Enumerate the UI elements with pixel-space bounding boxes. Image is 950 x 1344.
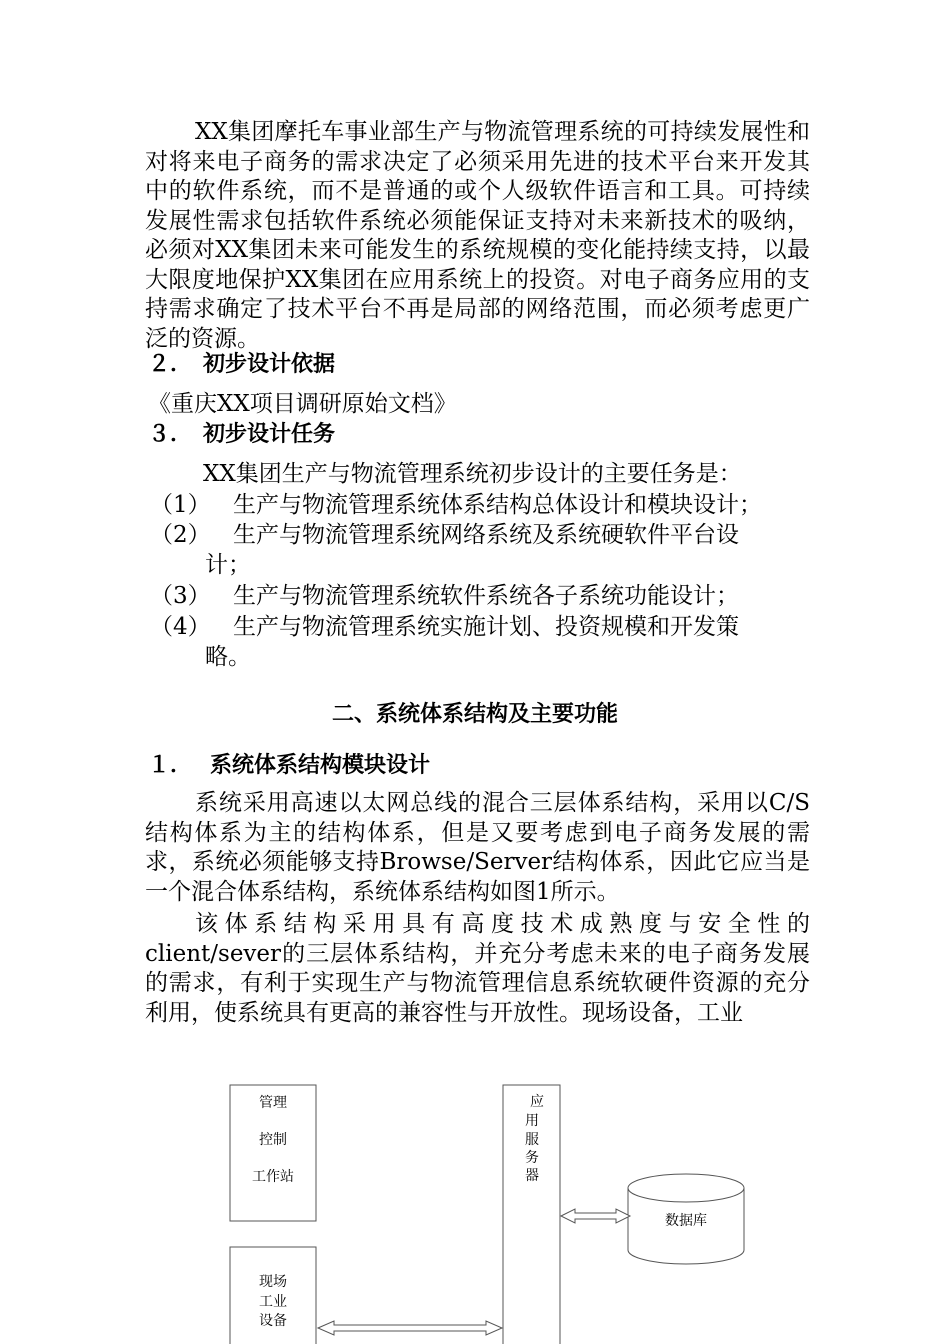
field-device-label: 工业 [259,1294,287,1310]
field-device-label: 现场 [259,1274,287,1290]
app-server-label: 应 [530,1094,544,1110]
list-marker: （2） [150,522,211,548]
list-marker: （4） [150,614,211,640]
list-marker: （1） [150,492,211,518]
list-item [150,613,810,672]
mgmt-station-label: 管理 [259,1095,287,1111]
section-title: 系统体系结构模块设计 [210,753,431,778]
list-text-continued: 计； [205,551,251,578]
app-server-label: 务 [525,1150,539,1166]
architecture-diagram [0,1070,950,1344]
section-heading [148,751,430,781]
list-text: 生产与物流管理系统软件系统各子系统功能设计； [233,583,739,609]
double-arrow-icon [318,1321,502,1335]
list-item [150,521,810,580]
section-heading [148,350,335,380]
mgmt-station-label: 工作站 [252,1169,294,1185]
double-arrow-icon [561,1209,630,1223]
section-title: 初步设计依据 [203,352,336,377]
architecture-paragraph: 系统采用高速以太网总线的混合三层体系结构，采用以C/S结构体系为主的结构体系，但是又要考虑到电子商务发展的需求，系统必须能够支持Browse/Server结构体系，因此它应当是一个混合体系结构，系统体系结构如图1所示。 [145,790,810,905]
section-number: ３． [148,422,193,447]
list-text: 生产与物流管理系统实施计划、投资规模和开发策 [233,614,739,640]
intro-paragraph: XX集团摩托车事业部生产与物流管理系统的可持续发展性和对将来电子商务的需求决定了必须采用先进的技术平台来开发其中的软件系统，而不是普通的或个人级软件语言和工具。可持续发展性需求包括软件系统必须能保证支持对未来新技术的吸纳，必须对XX集团未来可能发生的系统规模的变化能持续支持，以最大限度地保护XX集团在应用系统上的投资。对电子商务应用的支持需求确定了技术平台不再是局部的网络范围，而必须考虑更广泛的资源。 [145,119,810,352]
section-number: １． [148,753,193,778]
section-heading [148,420,335,450]
architecture-paragraph: 该体系结构采用具有高度技术成熟度与安全性的client/sever的三层体系结构，并充分考虑未来的电子商务发展的需求，有利于实现生产与物流管理信息系统软硬件资源的充分利用，使系统具有更高的兼容性与开放性。现场设备，工业 [145,911,810,1026]
section-number: ２． [148,352,193,377]
list-text: 生产与物流管理系统网络系统及系统硬软件平台设 [233,522,739,548]
list-item [150,491,810,521]
app-server-label: 用 [525,1113,539,1129]
reference-document: 《重庆XX项目调研原始文档》 [148,391,457,417]
app-server-label: 服 [525,1132,539,1148]
list-text-continued: 略。 [205,643,251,670]
list-marker: （3） [150,583,211,609]
app-server-label: 器 [525,1168,539,1184]
mgmt-station-label: 控制 [259,1132,287,1148]
list-item [150,582,810,612]
field-device-label: 设备 [259,1313,287,1329]
section-title: 初步设计任务 [203,422,336,447]
database-label: 数据库 [665,1213,707,1229]
chapter-title: 二、系统体系结构及主要功能 [331,702,618,727]
list-text: 生产与物流管理系统体系结构总体设计和模块设计； [233,492,762,518]
task-lead: XX集团生产与物流管理系统初步设计的主要任务是： [203,461,742,487]
